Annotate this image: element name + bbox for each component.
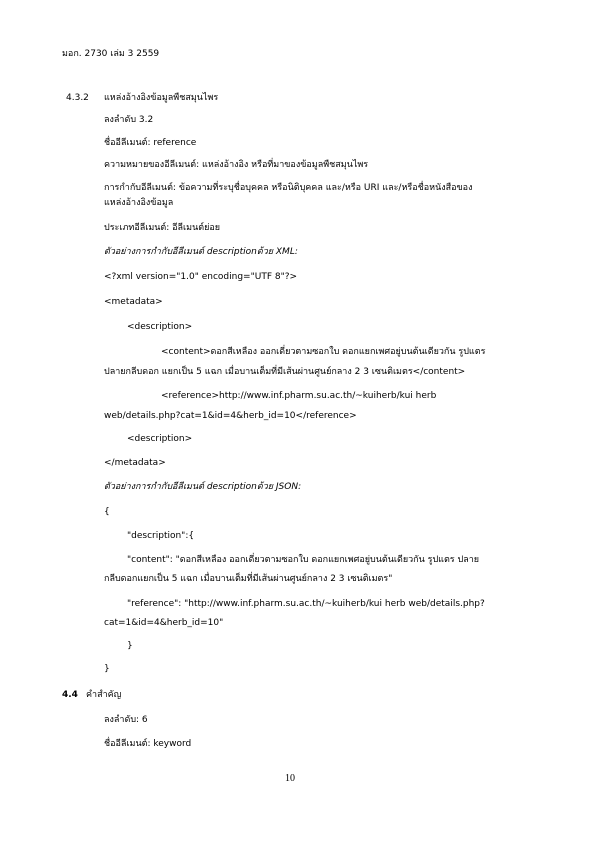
- xml-example-heading: ตัวอย่างการกำกับอีลีเมนต์ descriptionด้วย XML:: [104, 247, 298, 257]
- json-open-brace: {: [104, 507, 110, 517]
- sequence-line: ลงลำดับ: 6: [104, 715, 148, 725]
- json-example-heading: ตัวอย่างการกำกับอีลีเมนต์ descriptionด้วย JSON:: [104, 482, 302, 492]
- element-spec-line: การกำกับอีลีเมนต์: ข้อความที่ระบุชื่อบุคคล หรือนิติบุคคล และ/หรือ URI และ/หรือชื่อหนังสือของ: [104, 183, 473, 193]
- json-description-key: "description":{: [127, 531, 195, 541]
- page-number: 10: [285, 773, 295, 784]
- xml-metadata-open: <metadata>: [104, 297, 163, 307]
- json-inner-close-brace: }: [127, 641, 133, 651]
- xml-content-line-cont: ปลายกลีบดอก แยกเป็น 5 แฉก เมื่อบานเต็มที่มีเส้นผ่านศูนย์กลาง 2 3 เซนติเมตร</content>: [104, 367, 466, 377]
- element-type-line: ประเภทอีลีเมนต์: อีลีเมนต์ย่อย: [104, 223, 221, 233]
- json-content-line: "content": "ดอกสีเหลือง ออกเดี่ยวตามซอกใบ ดอกแยกเพศอยู่บนต้นเดียวกัน รูปแตร ปลาย: [127, 555, 480, 565]
- section-title: แหล่งอ้างอิงข้อมูลพืชสมุนไพร: [104, 93, 219, 103]
- section-number: 4.4: [62, 690, 78, 700]
- xml-reference-line: <reference>http://www.inf.pharm.su.ac.th/~kuiherb/kui herb: [161, 391, 437, 401]
- element-name-line: ชื่ออีลีเมนต์: keyword: [104, 739, 192, 749]
- element-name-line: ชื่ออีลีเมนต์: reference: [104, 138, 197, 148]
- json-content-line-cont: กลีบดอกแยกเป็น 5 แฉก เมื่อบานเต็มที่มีเส้นผ่านศูนย์กลาง 2 3 เซนติเมตร": [104, 574, 393, 584]
- xml-metadata-close: </metadata>: [104, 458, 166, 468]
- section-number: 4.3.2: [66, 93, 89, 103]
- standard-reference: มอก. 2730 เล่ม 3 2559: [62, 49, 160, 59]
- section-title: คำสำคัญ: [86, 690, 122, 700]
- element-meaning-line: ความหมายของอีลีเมนต์: แหล่งอ้างอิง หรือที่มาของข้อมูลพืชสมุนไพร: [104, 160, 369, 170]
- element-spec-line-cont: แหล่งอ้างอิงข้อมูล: [104, 198, 174, 208]
- xml-reference-line-cont: web/details.php?cat=1&id=4&herb_id=10</reference>: [104, 411, 357, 421]
- xml-declaration: <?xml version="1.0" encoding="UTF 8"?>: [104, 272, 298, 282]
- json-outer-close-brace: }: [104, 664, 110, 674]
- xml-content-line: <content>ดอกสีเหลือง ออกเดี่ยวตามซอกใบ ดอกแยกเพศอยู่บนต้นเดียวกัน รูปแตร: [161, 347, 486, 357]
- xml-description-close: <description>: [127, 434, 193, 444]
- sequence-line: ลงลำดับ 3.2: [104, 115, 154, 125]
- json-reference-line: "reference": "http://www.inf.pharm.su.ac.th/~kuiherb/kui herb web/details.php?: [127, 599, 485, 609]
- xml-description-open: <description>: [127, 322, 193, 332]
- json-reference-line-cont: cat=1&id=4&herb_id=10": [104, 618, 224, 628]
